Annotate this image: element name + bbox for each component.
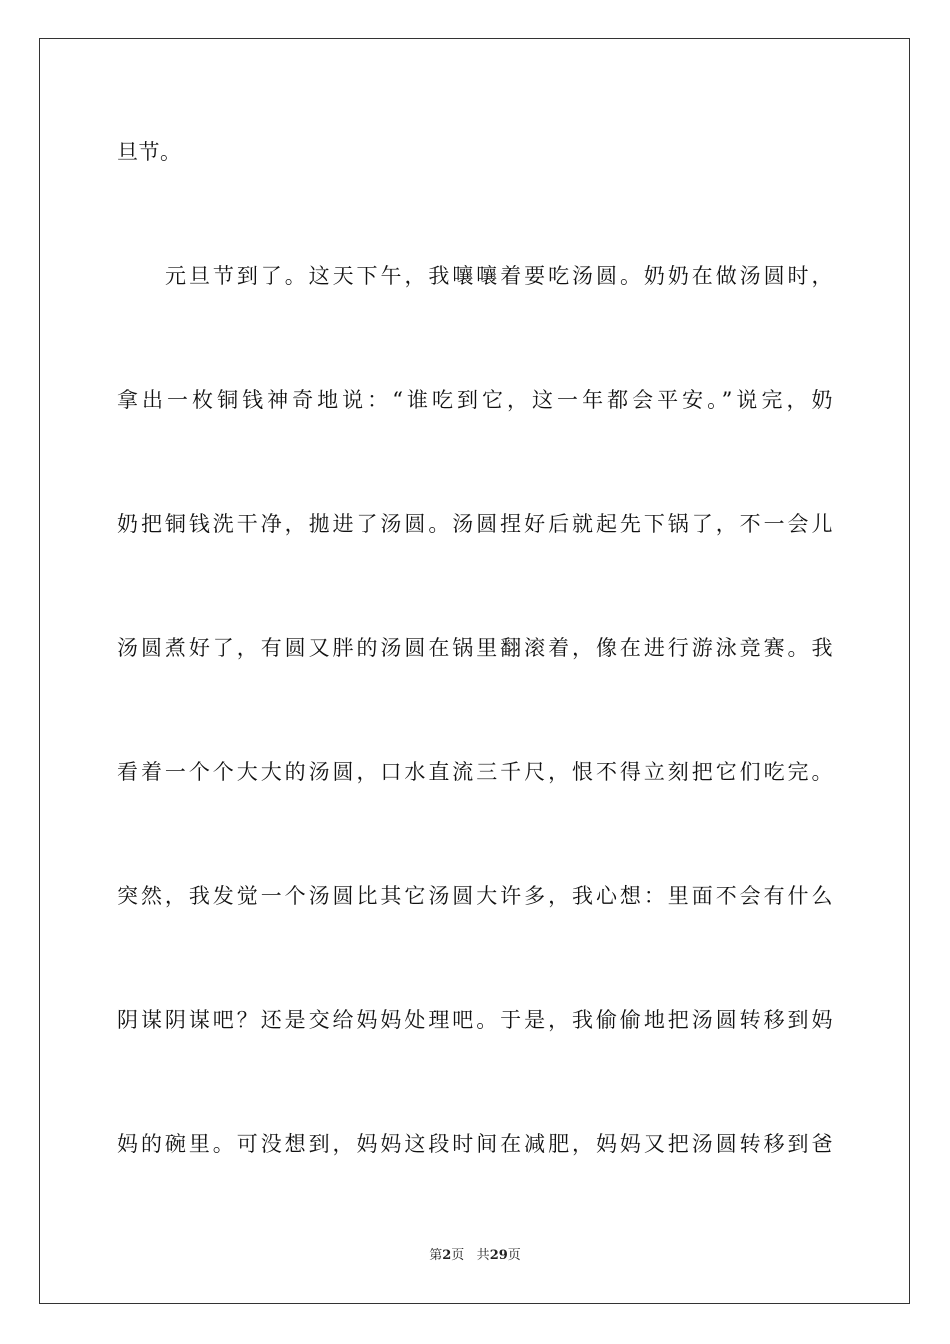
total-pages: 29: [489, 1248, 508, 1263]
text-line-4: 奶把铜钱洗干净，拋进了汤圆。汤圆捏好后就起先下锅了，不一会儿: [117, 512, 833, 536]
text-line-5: 汤圆煮好了，有圆又胖的汤圆在锅里翻滚着，像在进行游泳竞赛。我: [117, 636, 833, 660]
page-number: 2: [442, 1248, 452, 1263]
text-line-2: 元旦节到了。这天下午，我嚷嚷着要吃汤圆。奶奶在做汤圆时，: [165, 264, 833, 288]
page-footer: [0, 1247, 950, 1265]
total-prefix: 共: [476, 1248, 490, 1263]
text-line-1: 旦节。: [117, 140, 182, 164]
text-line-6: 看着一个个大大的汤圆，口水直流三千尺，恨不得立刻把它们吃完。: [117, 760, 833, 784]
page-suffix: 页: [451, 1248, 465, 1263]
total-suffix: 页: [507, 1248, 521, 1263]
page-prefix: 第: [429, 1248, 443, 1263]
page-border: [39, 38, 910, 1304]
text-line-8: 阴谋阴谋吧？还是交给妈妈处理吧。于是，我偷偷地把汤圆转移到妈: [117, 1008, 833, 1032]
text-line-3: 拿出一枚铜钱神奇地说：“谁吃到它，这一年都会平安。”说完，奶: [117, 388, 833, 412]
text-line-9: 妈的碗里。可没想到，妈妈这段时间在减肥，妈妈又把汤圆转移到爸: [117, 1132, 833, 1156]
text-line-7: 突然，我发觉一个汤圆比其它汤圆大许多，我心想：里面不会有什么: [117, 884, 833, 908]
